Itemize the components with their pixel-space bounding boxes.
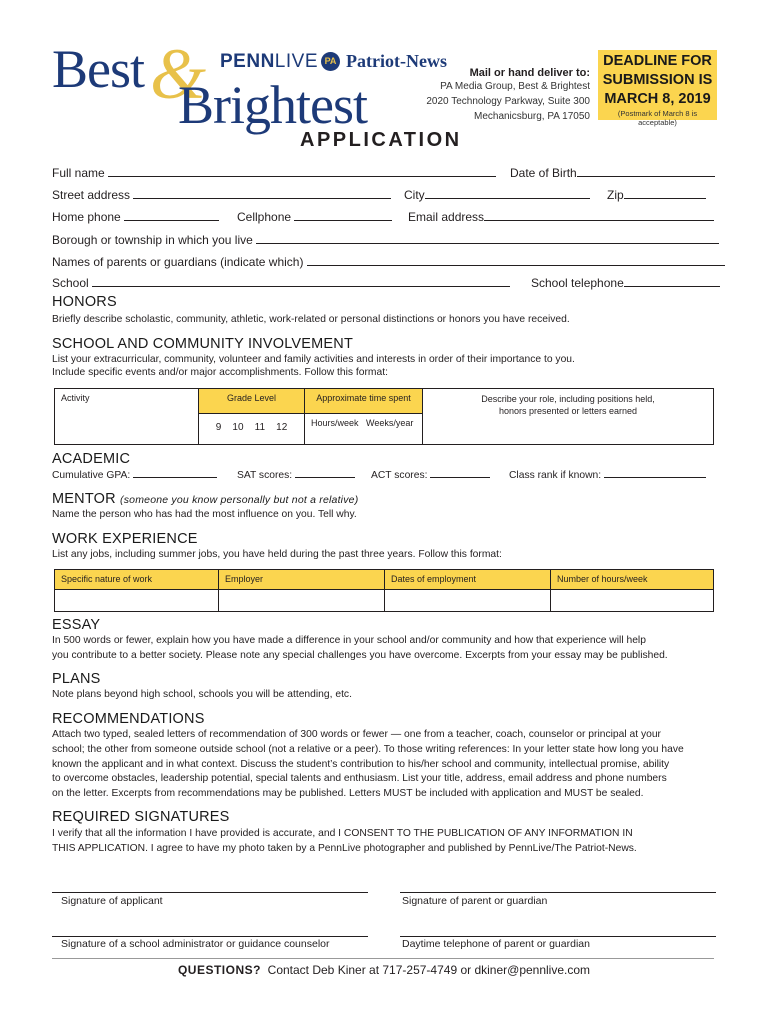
time-spent-header: Approximate time spent: [305, 389, 423, 414]
school-field[interactable]: [52, 276, 510, 290]
daytime-phone-line[interactable]: [400, 936, 716, 937]
school-telephone-field[interactable]: [531, 276, 720, 290]
class-rank-field[interactable]: [509, 468, 706, 483]
honors-heading: HONORS: [52, 294, 117, 310]
involvement-text-1: List your extracurricular, community, volunteer and family activities and interests in order of their importance to you.: [52, 354, 575, 365]
gpa-field[interactable]: [52, 468, 217, 483]
work-col-nature: Specific nature of work: [55, 570, 219, 590]
plans-heading: PLANS: [52, 671, 101, 687]
work-table: [54, 569, 714, 612]
page-title: APPLICATION: [300, 129, 462, 151]
plans-text: Note plans beyond high school, schools you will be attending, etc.: [52, 689, 352, 700]
borough-label: Borough or township in which you live: [52, 233, 253, 247]
work-text: List any jobs, including summer jobs, you have held during the past three years. Follow this format:: [52, 549, 502, 560]
cellphone-label: Cellphone: [237, 210, 292, 224]
mail-line: 2020 Technology Parkway, Suite 300: [426, 96, 590, 107]
work-col-dates: Dates of employment: [385, 570, 551, 590]
date-of-birth-label: Date of Birth: [510, 166, 577, 180]
contact-text: Contact Deb Kiner at 717-257-4749 or dkiner@pennlive.com: [267, 963, 591, 977]
footer-questions: [0, 963, 768, 977]
email-field[interactable]: [408, 210, 714, 224]
describe-role-line: Describe your role, including positions held,: [481, 394, 655, 404]
pennlive-logo: PENNLIVE: [220, 51, 318, 72]
act-label: ACT scores:: [371, 470, 428, 481]
school-telephone-label: School telephone: [531, 276, 624, 290]
footer-divider: [52, 958, 714, 959]
time-subheader: Hours/week Weeks/year: [305, 413, 423, 444]
work-cell[interactable]: [551, 590, 714, 612]
essay-text-2: you contribute to a better society. Please note any special challenges you have overcome. Excerpts from your essay may be published.: [52, 650, 668, 661]
deadline-note: (Postmark of March 8 is acceptable): [617, 109, 698, 127]
home-phone-label: Home phone: [52, 210, 121, 224]
applicant-signature-label: Signature of applicant: [61, 895, 163, 907]
honors-text: Briefly describe scholastic, community, athletic, work-related or personal distinctions or honors you have received.: [52, 314, 570, 325]
work-cell[interactable]: [385, 590, 551, 612]
involvement-heading: SCHOOL AND COMMUNITY INVOLVEMENT: [52, 336, 354, 352]
mentor-title: MENTOR: [52, 491, 116, 507]
cellphone-field[interactable]: [237, 210, 392, 224]
deadline-line: SUBMISSION IS: [602, 72, 713, 88]
class-rank-label: Class rank if known:: [509, 470, 602, 481]
work-cell[interactable]: [219, 590, 385, 612]
parents-field[interactable]: [52, 255, 725, 269]
involvement-text-2: Include specific events and/or major accomplishments. Follow this format:: [52, 367, 388, 378]
full-name-label: Full name: [52, 166, 105, 180]
pa-badge-icon: PA: [321, 52, 340, 71]
deadline-line: MARCH 8, 2019: [604, 91, 711, 107]
logo-ampersand: &: [150, 34, 207, 114]
administrator-signature-label: Signature of a school administrator or guidance counselor: [61, 938, 330, 950]
describe-role-line: honors presented or letters earned: [498, 406, 638, 416]
mail-line: Mechanicsburg, PA 17050: [473, 111, 590, 122]
daytime-phone-label: Daytime telephone of parent or guardian: [402, 938, 590, 950]
mentor-note: (someone you know personally but not a relative): [120, 494, 359, 506]
street-address-field[interactable]: [52, 188, 391, 202]
city-label: City: [404, 188, 425, 202]
essay-text-1: In 500 words or fewer, explain how you have made a difference in your school and/or community and how that experience will help: [52, 635, 646, 646]
questions-label: QUESTIONS?: [177, 963, 261, 977]
work-col-hours: Number of hours/week: [551, 570, 714, 590]
street-address-label: Street address: [52, 188, 131, 202]
grade-options: 9 10 11 12: [199, 413, 305, 444]
logo-best: Best: [52, 39, 145, 99]
mail-heading: Mail or hand deliver to:: [469, 67, 590, 79]
mentor-heading: [52, 491, 358, 507]
sat-field[interactable]: [237, 468, 355, 483]
recommendations-line: on the letter. Excerpts from recommendations may be published. Letters MUST be included with application and MUST be sealed.: [52, 788, 644, 799]
home-phone-field[interactable]: [52, 210, 219, 224]
signatures-heading: REQUIRED SIGNATURES: [52, 809, 230, 825]
patriot-news-logo: Patriot-News: [346, 51, 447, 71]
work-col-employer: Employer: [219, 570, 385, 590]
parents-label: Names of parents or guardians (indicate which): [52, 255, 304, 269]
recommendations-line: school; the other from someone outside school (not a relative or a peer). To those writing references: In your letter state how long you have: [52, 744, 684, 755]
borough-field[interactable]: [52, 233, 719, 247]
involvement-table: [54, 388, 714, 445]
city-field[interactable]: [404, 188, 590, 202]
deadline-line: DEADLINE FOR: [603, 53, 712, 69]
school-label: School: [52, 276, 89, 290]
parent-signature-line[interactable]: [400, 892, 716, 893]
zip-label: Zip: [607, 188, 624, 202]
consent-text-1: I verify that all the information I have provided is accurate, and I CONSENT TO THE PUBLICATION OF ANY INFORMATION IN: [52, 828, 633, 839]
recommendations-heading: RECOMMENDATIONS: [52, 711, 205, 727]
full-name-field[interactable]: [52, 166, 496, 180]
act-field[interactable]: [371, 468, 490, 483]
describe-role-header: [423, 389, 714, 445]
grade-level-header: Grade Level: [199, 389, 305, 414]
work-heading: WORK EXPERIENCE: [52, 531, 198, 547]
parent-signature-label: Signature of parent or guardian: [402, 895, 548, 907]
activity-header: Activity: [55, 389, 199, 445]
logo-brightest: Brightest: [178, 75, 367, 135]
recommendations-line: known the applicant and in what context. Discuss the student’s contribution to his/her school and community, intellectual promise, ability: [52, 759, 670, 770]
gpa-label: Cumulative GPA:: [52, 470, 131, 481]
academic-heading: ACADEMIC: [52, 451, 131, 467]
administrator-signature-line[interactable]: [52, 936, 368, 937]
applicant-signature-line[interactable]: [52, 892, 368, 893]
email-label: Email address: [408, 210, 485, 224]
zip-field[interactable]: [607, 188, 706, 202]
mail-line: PA Media Group, Best & Brightest: [440, 81, 590, 92]
date-of-birth-field[interactable]: [510, 166, 715, 180]
sat-label: SAT scores:: [237, 470, 293, 481]
recommendations-line: to overcome obstacles, leadership potential, special talents and enthusiasm. List your title, address, email address and phone numbers: [52, 773, 667, 784]
deadline-box: [598, 50, 717, 127]
work-cell[interactable]: [55, 590, 219, 612]
mentor-text: Name the person who has had the most influence on you. Tell why.: [52, 509, 357, 520]
essay-heading: ESSAY: [52, 617, 101, 633]
recommendations-line: Attach two typed, sealed letters of recommendation of 300 words or fewer — one from a teacher, coach, counselor or principal at your: [52, 729, 661, 740]
consent-text-2: THIS APPLICATION. I agree to have my photo taken by a PennLive photographer and published by PennLive/The Patriot-News.: [52, 843, 637, 854]
